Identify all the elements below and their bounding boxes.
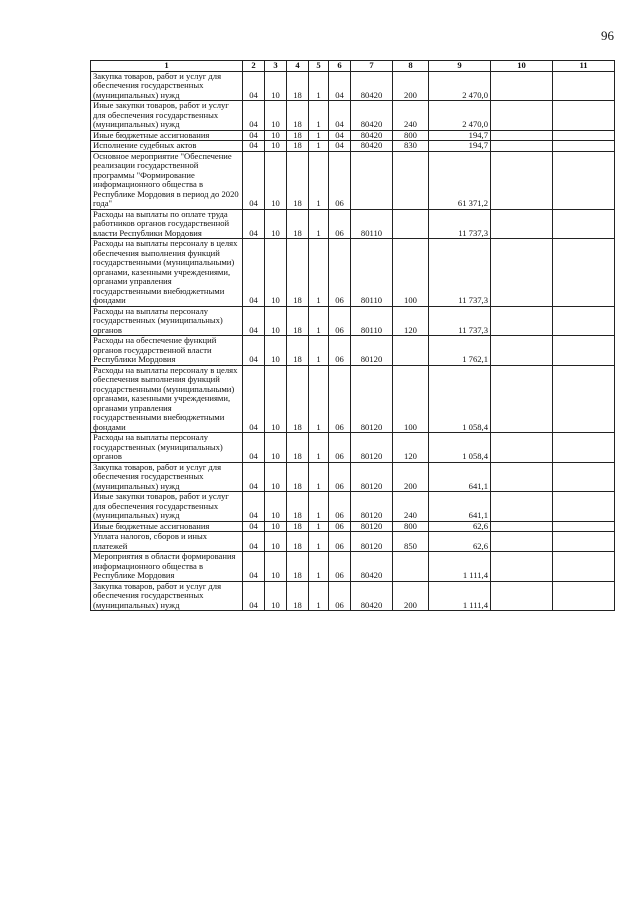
code-cell [553, 492, 615, 522]
row-name-cell: Расходы на обеспечение функций органов государственной власти Республики Мордовия [91, 336, 243, 366]
code-cell: 04 [243, 239, 265, 307]
amount-cell: 1 058,4 [429, 433, 491, 463]
table-row [91, 581, 615, 611]
code-cell: 10 [265, 521, 287, 532]
code-cell: 04 [243, 71, 265, 101]
code-cell: 1 [309, 71, 329, 101]
code-cell [553, 365, 615, 433]
amount-cell: 11 737,3 [429, 306, 491, 336]
code-cell: 06 [329, 552, 351, 582]
code-cell: 80420 [351, 552, 393, 582]
code-cell: 1 [309, 141, 329, 152]
code-cell: 850 [393, 532, 429, 552]
code-cell: 80120 [351, 336, 393, 366]
code-cell: 06 [329, 521, 351, 532]
table-row [91, 151, 615, 209]
code-cell: 06 [329, 492, 351, 522]
code-cell: 80120 [351, 433, 393, 463]
code-cell: 06 [329, 581, 351, 611]
code-cell: 100 [393, 239, 429, 307]
code-cell [553, 239, 615, 307]
row-name-cell: Основное мероприятие "Обеспечение реализации государственной программы "Формирование информационного общества в Республике Мордовия в период до 2020 года" [91, 151, 243, 209]
amount-cell: 641,1 [429, 462, 491, 492]
code-cell [491, 365, 553, 433]
code-cell [491, 581, 553, 611]
code-cell: 10 [265, 306, 287, 336]
code-cell: 1 [309, 521, 329, 532]
table-body [91, 71, 615, 611]
code-cell [491, 101, 553, 131]
table-row [91, 433, 615, 463]
row-name-cell: Закупка товаров, работ и услуг для обеспечения государственных (муниципальных) нужд [91, 71, 243, 101]
code-cell: 10 [265, 552, 287, 582]
amount-cell: 62,6 [429, 521, 491, 532]
row-name-cell: Уплата налогов, сборов и иных платежей [91, 532, 243, 552]
page-number: 96 [601, 28, 614, 43]
code-cell: 10 [265, 532, 287, 552]
code-cell [491, 521, 553, 532]
amount-cell: 1 058,4 [429, 365, 491, 433]
column-header: 7 [351, 61, 393, 72]
code-cell [491, 552, 553, 582]
code-cell: 10 [265, 209, 287, 239]
code-cell: 240 [393, 101, 429, 131]
code-cell: 10 [265, 433, 287, 463]
amount-cell: 1 111,4 [429, 581, 491, 611]
code-cell [491, 209, 553, 239]
code-cell: 80120 [351, 492, 393, 522]
code-cell: 04 [329, 101, 351, 131]
table-row [91, 532, 615, 552]
code-cell: 10 [265, 141, 287, 152]
row-name-cell: Иные бюджетные ассигнования [91, 130, 243, 141]
code-cell: 1 [309, 365, 329, 433]
code-cell: 06 [329, 336, 351, 366]
row-name-cell: Закупка товаров, работ и услуг для обеспечения государственных (муниципальных) нужд [91, 462, 243, 492]
column-header: 8 [393, 61, 429, 72]
table-row [91, 462, 615, 492]
code-cell: 80120 [351, 532, 393, 552]
code-cell: 10 [265, 101, 287, 131]
code-cell: 1 [309, 492, 329, 522]
code-cell [491, 130, 553, 141]
code-cell: 1 [309, 239, 329, 307]
code-cell: 10 [265, 239, 287, 307]
code-cell [553, 462, 615, 492]
code-cell: 18 [287, 492, 309, 522]
amount-cell: 641,1 [429, 492, 491, 522]
column-header: 6 [329, 61, 351, 72]
row-name-cell: Исполнение судебных актов [91, 141, 243, 152]
amount-cell: 2 470,0 [429, 101, 491, 131]
amount-cell: 1 111,4 [429, 552, 491, 582]
code-cell: 1 [309, 101, 329, 131]
code-cell [553, 130, 615, 141]
code-cell [553, 433, 615, 463]
code-cell: 200 [393, 462, 429, 492]
amount-cell: 1 762,1 [429, 336, 491, 366]
code-cell: 06 [329, 209, 351, 239]
row-name-cell: Иные бюджетные ассигнования [91, 521, 243, 532]
code-cell [553, 552, 615, 582]
code-cell: 1 [309, 209, 329, 239]
code-cell: 1 [309, 306, 329, 336]
code-cell: 1 [309, 532, 329, 552]
table-row [91, 492, 615, 522]
code-cell [553, 532, 615, 552]
budget-table [90, 60, 615, 611]
code-cell: 10 [265, 492, 287, 522]
amount-cell: 2 470,0 [429, 71, 491, 101]
column-header: 11 [553, 61, 615, 72]
column-header: 3 [265, 61, 287, 72]
code-cell: 240 [393, 492, 429, 522]
code-cell: 18 [287, 151, 309, 209]
code-cell: 06 [329, 462, 351, 492]
code-cell: 18 [287, 552, 309, 582]
code-cell [491, 239, 553, 307]
code-cell: 80120 [351, 365, 393, 433]
code-cell: 1 [309, 336, 329, 366]
code-cell: 04 [243, 581, 265, 611]
code-cell: 1 [309, 552, 329, 582]
table-row [91, 209, 615, 239]
code-cell: 18 [287, 101, 309, 131]
code-cell [553, 336, 615, 366]
code-cell: 04 [329, 71, 351, 101]
column-header: 5 [309, 61, 329, 72]
code-cell [491, 532, 553, 552]
column-header: 1 [91, 61, 243, 72]
code-cell: 04 [243, 462, 265, 492]
code-cell: 04 [243, 433, 265, 463]
code-cell [553, 306, 615, 336]
column-header: 9 [429, 61, 491, 72]
code-cell: 1 [309, 581, 329, 611]
code-cell: 06 [329, 239, 351, 307]
code-cell [393, 336, 429, 366]
code-cell [491, 433, 553, 463]
code-cell [553, 141, 615, 152]
table-row [91, 306, 615, 336]
code-cell [491, 141, 553, 152]
code-cell: 04 [243, 130, 265, 141]
code-cell: 1 [309, 130, 329, 141]
row-name-cell: Иные закупки товаров, работ и услуг для обеспечения государственных (муниципальных) нужд [91, 101, 243, 131]
code-cell: 04 [243, 141, 265, 152]
code-cell: 18 [287, 239, 309, 307]
table-row [91, 336, 615, 366]
table-row [91, 521, 615, 532]
code-cell: 18 [287, 336, 309, 366]
code-cell: 04 [243, 532, 265, 552]
code-cell [393, 209, 429, 239]
code-cell: 80420 [351, 130, 393, 141]
code-cell: 04 [243, 101, 265, 131]
row-name-cell: Расходы на выплаты персоналу государственных (муниципальных) органов [91, 433, 243, 463]
code-cell: 04 [329, 130, 351, 141]
code-cell: 18 [287, 209, 309, 239]
code-cell: 04 [243, 552, 265, 582]
code-cell: 1 [309, 462, 329, 492]
table-row [91, 101, 615, 131]
code-cell: 1 [309, 433, 329, 463]
code-cell [553, 581, 615, 611]
code-cell: 80110 [351, 306, 393, 336]
code-cell [553, 71, 615, 101]
code-cell: 200 [393, 71, 429, 101]
row-name-cell: Расходы на выплаты по оплате труда работников органов государственной власти Республики Мордовия [91, 209, 243, 239]
code-cell: 04 [243, 521, 265, 532]
code-cell: 10 [265, 151, 287, 209]
code-cell: 200 [393, 581, 429, 611]
column-header: 4 [287, 61, 309, 72]
table-header [91, 61, 615, 72]
row-name-cell: Закупка товаров, работ и услуг для обеспечения государственных (муниципальных) нужд [91, 581, 243, 611]
code-cell [553, 209, 615, 239]
code-cell: 80110 [351, 209, 393, 239]
code-cell [491, 336, 553, 366]
table-row [91, 130, 615, 141]
code-cell: 80120 [351, 521, 393, 532]
column-header: 10 [491, 61, 553, 72]
code-cell [553, 101, 615, 131]
table-row [91, 71, 615, 101]
code-cell: 18 [287, 462, 309, 492]
amount-cell: 61 371,2 [429, 151, 491, 209]
code-cell: 1 [309, 151, 329, 209]
code-cell [553, 521, 615, 532]
amount-cell: 62,6 [429, 532, 491, 552]
code-cell: 18 [287, 433, 309, 463]
code-cell [393, 552, 429, 582]
code-cell: 80420 [351, 101, 393, 131]
amount-cell: 194,7 [429, 130, 491, 141]
code-cell [351, 151, 393, 209]
code-cell: 10 [265, 365, 287, 433]
code-cell [553, 151, 615, 209]
code-cell [491, 306, 553, 336]
code-cell [491, 462, 553, 492]
code-cell: 120 [393, 306, 429, 336]
code-cell [491, 71, 553, 101]
code-cell: 800 [393, 130, 429, 141]
code-cell: 18 [287, 141, 309, 152]
code-cell: 10 [265, 130, 287, 141]
table-row [91, 365, 615, 433]
code-cell: 04 [243, 209, 265, 239]
code-cell: 10 [265, 336, 287, 366]
code-cell: 100 [393, 365, 429, 433]
code-cell: 18 [287, 71, 309, 101]
code-cell: 18 [287, 581, 309, 611]
code-cell [393, 151, 429, 209]
code-cell: 04 [329, 141, 351, 152]
row-name-cell: Мероприятия в области формирования информационного общества в Республике Мордовия [91, 552, 243, 582]
code-cell: 80420 [351, 581, 393, 611]
code-cell: 800 [393, 521, 429, 532]
code-cell: 80110 [351, 239, 393, 307]
row-name-cell: Расходы на выплаты персоналу в целях обеспечения выполнения функций государственными (муниципальными) органами, казенными учреждениями, органами управления государственными внебюджетными фондами [91, 239, 243, 307]
amount-cell: 11 737,3 [429, 239, 491, 307]
table-row [91, 141, 615, 152]
row-name-cell: Расходы на выплаты персоналу государственных (муниципальных) органов [91, 306, 243, 336]
code-cell: 06 [329, 306, 351, 336]
code-cell: 830 [393, 141, 429, 152]
code-cell: 10 [265, 71, 287, 101]
code-cell: 80120 [351, 462, 393, 492]
code-cell: 18 [287, 130, 309, 141]
amount-cell: 11 737,3 [429, 209, 491, 239]
code-cell: 06 [329, 151, 351, 209]
code-cell: 18 [287, 521, 309, 532]
amount-cell: 194,7 [429, 141, 491, 152]
code-cell: 04 [243, 151, 265, 209]
code-cell: 18 [287, 532, 309, 552]
code-cell [491, 151, 553, 209]
code-cell [491, 492, 553, 522]
code-cell: 10 [265, 581, 287, 611]
code-cell: 18 [287, 306, 309, 336]
code-cell: 18 [287, 365, 309, 433]
code-cell: 06 [329, 532, 351, 552]
column-header: 2 [243, 61, 265, 72]
row-name-cell: Расходы на выплаты персоналу в целях обеспечения выполнения функций государственными (муниципальными) органами, казенными учреждениями, органами управления государственными внебюджетными фондами [91, 365, 243, 433]
code-cell: 120 [393, 433, 429, 463]
code-cell: 06 [329, 365, 351, 433]
code-cell: 10 [265, 462, 287, 492]
code-cell: 04 [243, 492, 265, 522]
code-cell: 80420 [351, 141, 393, 152]
code-cell: 04 [243, 336, 265, 366]
table-row [91, 552, 615, 582]
row-name-cell: Иные закупки товаров, работ и услуг для обеспечения государственных (муниципальных) нужд [91, 492, 243, 522]
code-cell: 06 [329, 433, 351, 463]
code-cell: 04 [243, 365, 265, 433]
code-cell: 04 [243, 306, 265, 336]
code-cell: 80420 [351, 71, 393, 101]
table-row [91, 239, 615, 307]
